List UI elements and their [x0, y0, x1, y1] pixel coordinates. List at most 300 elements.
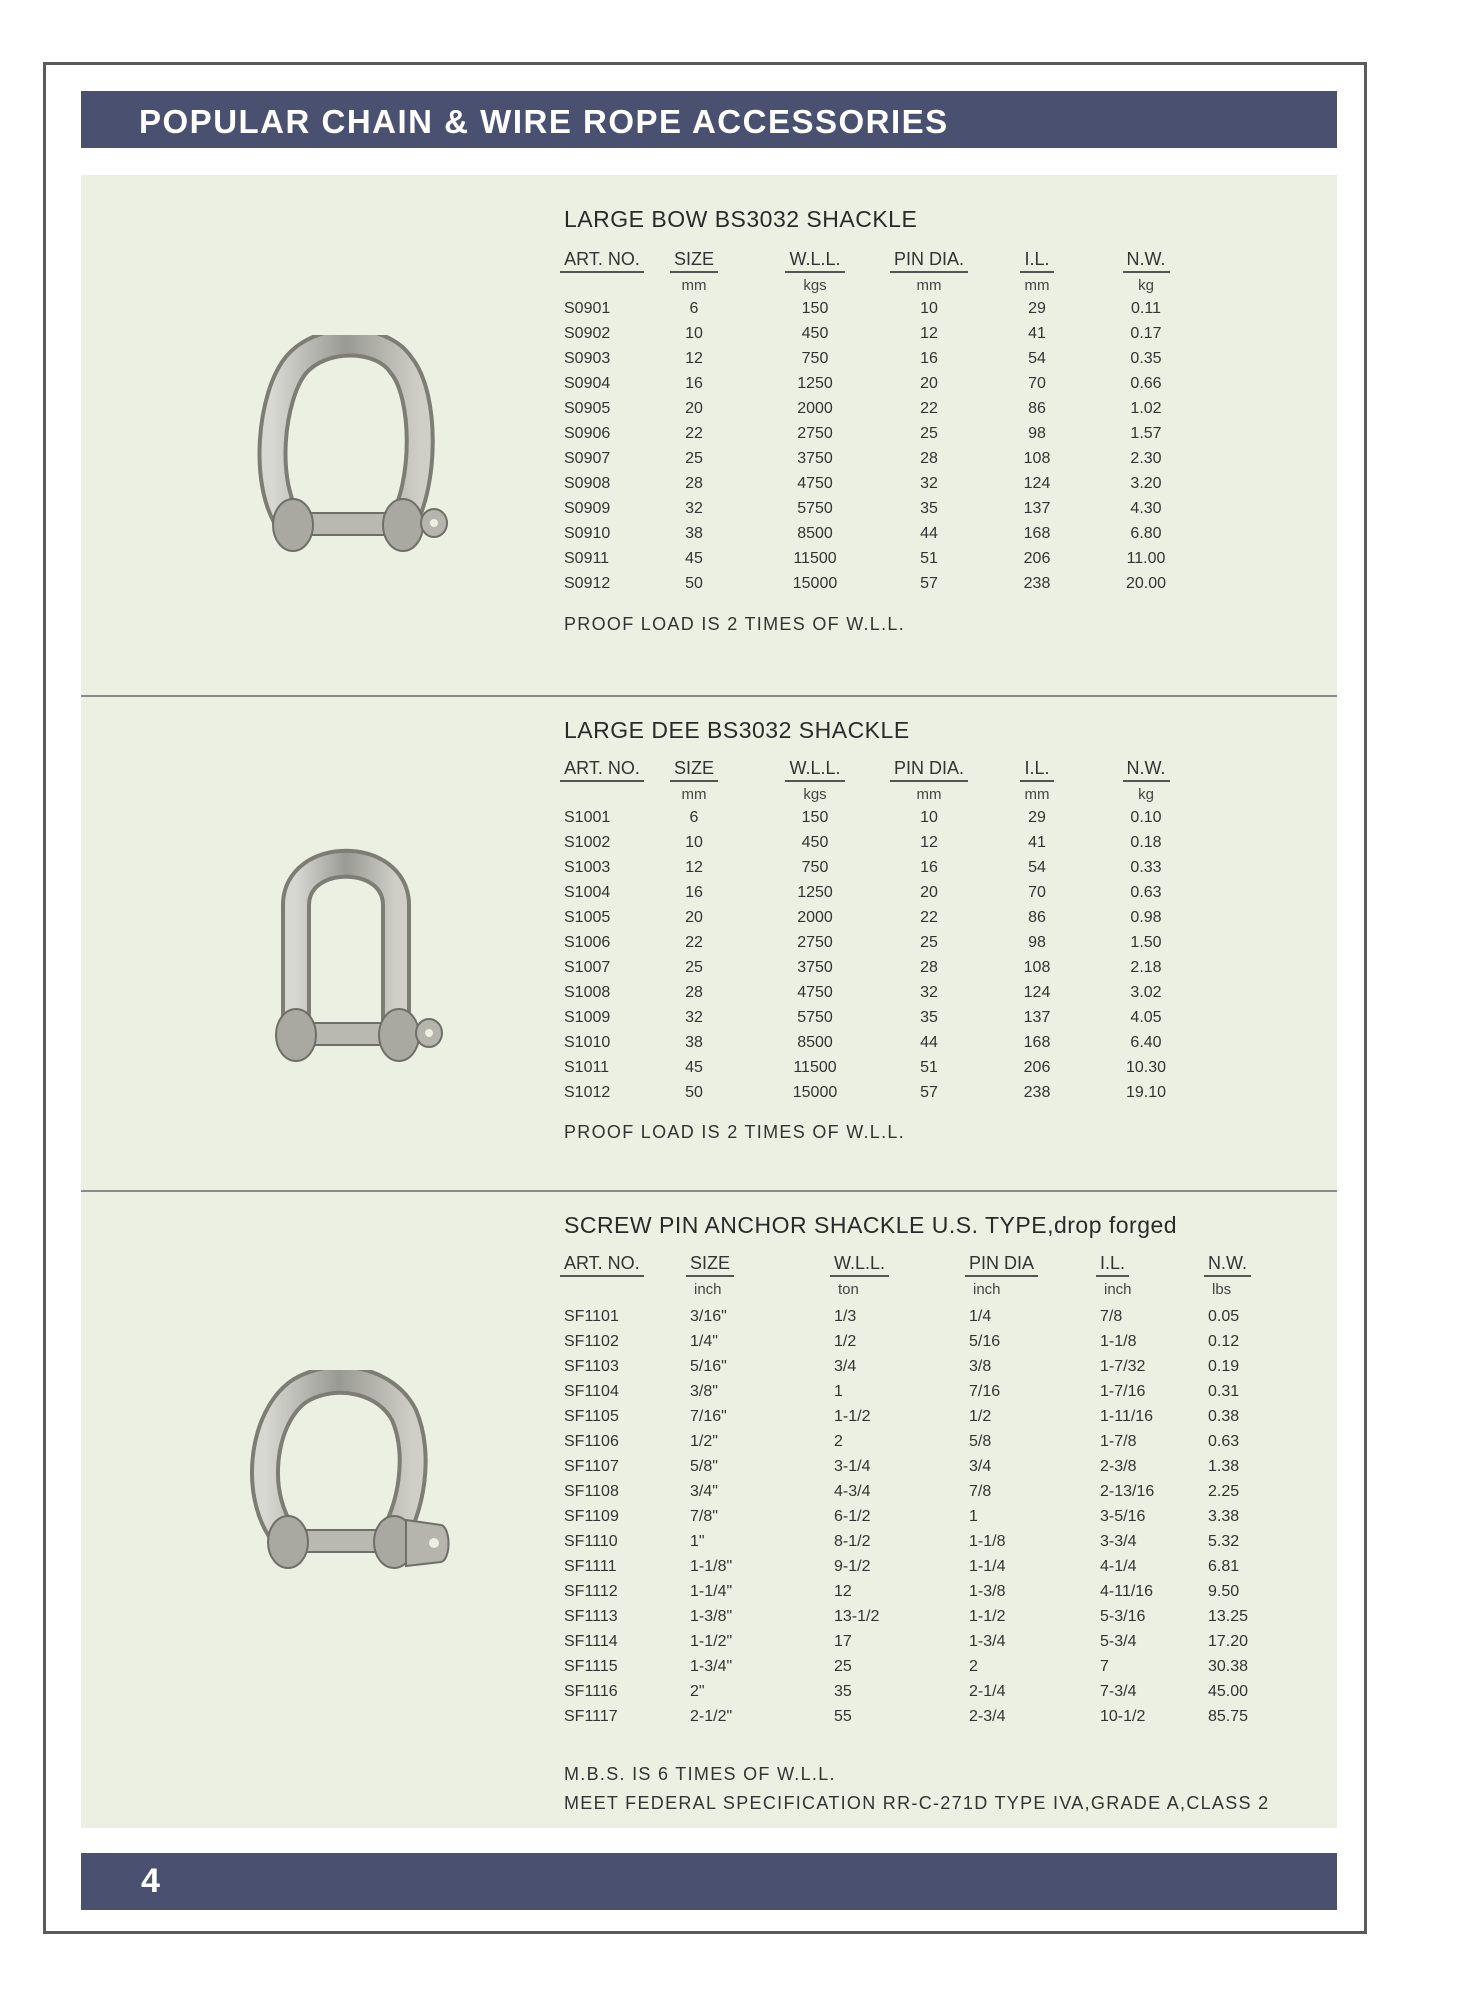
table-row — [81, 1333, 1337, 1358]
table-cell: 29 — [1028, 809, 1046, 826]
column-header-label: N.W. — [1204, 1253, 1251, 1277]
table-cell: S1008 — [564, 984, 611, 1001]
table-cell: SF1115 — [564, 1658, 618, 1675]
table-cell: S1010 — [564, 1034, 611, 1051]
table-cell: SF1117 — [564, 1708, 618, 1725]
table-cell: 2.18 — [1130, 959, 1162, 976]
table-cell: S0909 — [564, 500, 611, 517]
table-cell: 10 — [685, 325, 703, 342]
table-cell: 2-3/4 — [969, 1708, 1006, 1725]
table-cell: 86 — [1028, 400, 1046, 417]
table-cell: 5/8" — [690, 1458, 718, 1475]
table-cell: 2-1/4 — [969, 1683, 1006, 1700]
table-cell: 6.40 — [1130, 1034, 1162, 1051]
table-cell: 16 — [685, 884, 703, 901]
table-cell: 51 — [920, 550, 938, 567]
column-header-label: W.L.L. — [785, 758, 844, 782]
table-row — [81, 1358, 1337, 1383]
column-unit: mm — [916, 277, 942, 294]
table-cell: 41 — [1028, 834, 1046, 851]
table-cell: 32 — [685, 1009, 703, 1026]
table-cell: 2.30 — [1130, 450, 1162, 467]
table-cell: 0.38 — [1208, 1408, 1240, 1425]
table-cell: 45 — [685, 550, 703, 567]
table-row — [81, 1084, 1337, 1109]
column-unit: mm — [681, 277, 707, 294]
table-row — [81, 1059, 1337, 1084]
table-cell: 35 — [834, 1683, 852, 1700]
table-cell: S0901 — [564, 300, 611, 317]
table-cell: SF1112 — [564, 1583, 618, 1600]
table-cell: 20 — [685, 909, 703, 926]
table-row — [81, 1708, 1337, 1733]
table-row — [81, 1308, 1337, 1333]
table-cell: 5/16" — [690, 1358, 727, 1375]
table-cell: 12 — [685, 350, 703, 367]
table-units — [81, 786, 1337, 811]
table-note: M.B.S. IS 6 TIMES OF W.L.L. — [564, 1764, 836, 1784]
table-row — [81, 450, 1337, 475]
table-cell: 32 — [685, 500, 703, 517]
table-cell: 6-1/2 — [834, 1508, 871, 1525]
table-cell: 8500 — [797, 1034, 833, 1051]
table-cell: 57 — [920, 1084, 938, 1101]
table-row — [81, 1658, 1337, 1683]
table-cell: 45 — [685, 1059, 703, 1076]
table-cell: 55 — [834, 1708, 852, 1725]
table-cell: 85.75 — [1208, 1708, 1249, 1725]
table-cell: SF1116 — [564, 1683, 618, 1700]
table-cell: 1-1/4" — [690, 1583, 733, 1600]
table-cell: 45.00 — [1208, 1683, 1249, 1700]
column-header-label: I.L. — [1020, 758, 1053, 782]
table-row — [81, 1533, 1337, 1558]
table-cell: 4-3/4 — [834, 1483, 871, 1500]
table-cell: 3-1/4 — [834, 1458, 871, 1475]
table-cell: 6.80 — [1130, 525, 1162, 542]
table-cell: 1/2" — [690, 1433, 718, 1450]
page-title: POPULAR CHAIN & WIRE ROPE ACCESSORIES — [139, 103, 949, 140]
table-cell: 7/8 — [969, 1483, 992, 1500]
table-cell: SF1106 — [564, 1433, 619, 1450]
table-cell: 2.25 — [1208, 1483, 1240, 1500]
table-cell: 7/8" — [690, 1508, 718, 1525]
column-header-label: W.L.L. — [830, 1253, 889, 1277]
table-units — [81, 277, 1337, 302]
section-title: LARGE DEE BS3032 SHACKLE — [564, 717, 910, 743]
table-cell: 1-1/8 — [1100, 1333, 1137, 1350]
table-row — [81, 1508, 1337, 1533]
table-cell: 15000 — [792, 1084, 838, 1101]
table-row — [81, 575, 1337, 600]
table-cell: 17.20 — [1208, 1633, 1249, 1650]
table-cell: S0903 — [564, 350, 611, 367]
table-cell: S1004 — [564, 884, 611, 901]
table-cell: 3750 — [797, 959, 833, 976]
table-row — [81, 400, 1337, 425]
table-cell: 16 — [920, 859, 938, 876]
table-cell: 750 — [801, 350, 829, 367]
column-unit: kgs — [803, 277, 827, 294]
table-cell: S0905 — [564, 400, 611, 417]
table-row — [81, 1034, 1337, 1059]
column-unit: inch — [694, 1281, 722, 1298]
table-cell: 5/8 — [969, 1433, 992, 1450]
table-cell: 1/4" — [690, 1333, 718, 1350]
table-cell: 12 — [834, 1583, 852, 1600]
table-cell: 750 — [801, 859, 829, 876]
table-row — [81, 375, 1337, 400]
table-cell: SF1108 — [564, 1483, 619, 1500]
table-cell: 16 — [685, 375, 703, 392]
table-cell: 1-1/2 — [834, 1408, 871, 1425]
table-cell: 1 — [969, 1508, 978, 1525]
table-cell: 0.98 — [1130, 909, 1162, 926]
column-unit: mm — [916, 786, 942, 803]
column-header-label: SIZE — [670, 249, 718, 273]
table-row — [81, 1408, 1337, 1433]
table-cell: 1-1/8 — [969, 1533, 1006, 1550]
table-cell: 1-1/2" — [690, 1633, 733, 1650]
table-cell: 4.05 — [1130, 1009, 1162, 1026]
table-cell: 2" — [690, 1683, 705, 1700]
section-divider — [81, 695, 1337, 697]
table-row — [81, 809, 1337, 834]
table-row — [81, 1483, 1337, 1508]
column-header-label: SIZE — [686, 1253, 734, 1277]
table-cell: SF1105 — [564, 1408, 619, 1425]
table-row — [81, 325, 1337, 350]
table-cell: 50 — [685, 1084, 703, 1101]
table-cell: 0.19 — [1208, 1358, 1240, 1375]
table-cell: 450 — [801, 834, 829, 851]
table-cell: 0.35 — [1130, 350, 1162, 367]
table-row — [81, 1633, 1337, 1658]
table-cell: 3-3/4 — [1100, 1533, 1137, 1550]
table-cell: 3/16" — [690, 1308, 727, 1325]
table-cell: 238 — [1023, 1084, 1051, 1101]
table-cell: 22 — [920, 909, 938, 926]
table-cell: 1-1/8" — [690, 1558, 733, 1575]
table-cell: 29 — [1028, 300, 1046, 317]
column-header — [1071, 758, 1221, 782]
table-header — [81, 249, 1337, 274]
table-cell: 4750 — [797, 984, 833, 1001]
table-cell: 7 — [1100, 1658, 1109, 1675]
table-cell: 10 — [920, 300, 938, 317]
footer-bar — [81, 1853, 1337, 1910]
table-cell: 6 — [689, 809, 699, 826]
column-header — [1071, 249, 1221, 273]
table-cell: 70 — [1028, 375, 1046, 392]
table-row — [81, 1558, 1337, 1583]
table-cell: 15000 — [792, 575, 838, 592]
table-cell: 38 — [685, 525, 703, 542]
table-cell: 4750 — [797, 475, 833, 492]
table-cell: 1-3/8" — [690, 1608, 733, 1625]
table-cell: 5750 — [797, 1009, 833, 1026]
table-cell: 150 — [801, 300, 829, 317]
table-row — [81, 959, 1337, 984]
table-cell: 2000 — [797, 909, 833, 926]
column-header-label: ART. NO. — [560, 758, 644, 782]
table-cell: S0912 — [564, 575, 611, 592]
table-cell: 16 — [920, 350, 938, 367]
table-cell: 11500 — [793, 550, 837, 567]
table-cell: 22 — [685, 425, 703, 442]
table-cell: 124 — [1023, 984, 1051, 1001]
table-cell: 6.81 — [1208, 1558, 1240, 1575]
table-cell: 3750 — [797, 450, 833, 467]
table-cell: 12 — [685, 859, 703, 876]
table-cell: SF1110 — [564, 1533, 618, 1550]
table-cell: 0.12 — [1208, 1333, 1240, 1350]
table-cell: 12 — [920, 834, 938, 851]
table-cell: 8500 — [797, 525, 833, 542]
table-cell: 2750 — [797, 425, 833, 442]
table-cell: 20 — [920, 884, 938, 901]
table-cell: S1012 — [564, 1084, 611, 1101]
table-cell: 6 — [689, 300, 699, 317]
table-cell: S1002 — [564, 834, 611, 851]
table-cell: 1 — [834, 1383, 843, 1400]
table-cell: 7/8 — [1100, 1308, 1123, 1325]
table-cell: 2000 — [797, 400, 833, 417]
table-cell: 0.66 — [1130, 375, 1162, 392]
table-cell: 2 — [969, 1658, 978, 1675]
table-cell: 10-1/2 — [1100, 1708, 1146, 1725]
column-header-label: I.L. — [1020, 249, 1053, 273]
table-cell: 44 — [920, 1034, 938, 1051]
table-cell: 28 — [685, 475, 703, 492]
table-cell: 0.11 — [1131, 300, 1161, 317]
table-header — [81, 1253, 1337, 1278]
table-cell: 32 — [920, 475, 938, 492]
section-title: SCREW PIN ANCHOR SHACKLE U.S. TYPE,drop forged — [564, 1212, 1178, 1238]
table-cell: 20 — [685, 400, 703, 417]
column-header-label: I.L. — [1096, 1253, 1129, 1277]
table-cell: 35 — [920, 500, 938, 517]
table-cell: 13.25 — [1208, 1608, 1249, 1625]
table-cell: 2-1/2" — [690, 1708, 733, 1725]
table-cell: S0904 — [564, 375, 611, 392]
table-cell: 10 — [920, 809, 938, 826]
table-cell: 20 — [920, 375, 938, 392]
table-cell: 1.50 — [1130, 934, 1162, 951]
table-cell: 1" — [690, 1533, 705, 1550]
table-cell: SF1113 — [564, 1608, 618, 1625]
table-cell: 32 — [920, 984, 938, 1001]
column-header-label: PIN DIA. — [890, 758, 968, 782]
table-cell: 168 — [1023, 525, 1051, 542]
table-cell: 70 — [1028, 884, 1046, 901]
column-header-label: SIZE — [670, 758, 718, 782]
section-title: LARGE BOW BS3032 SHACKLE — [564, 206, 918, 232]
table-cell: 3/4 — [834, 1358, 857, 1375]
table-row — [81, 1583, 1337, 1608]
table-cell: SF1102 — [564, 1333, 619, 1350]
table-cell: 44 — [920, 525, 938, 542]
table-cell: S1011 — [564, 1059, 610, 1076]
column-unit: kgs — [803, 786, 827, 803]
table-cell: S0902 — [564, 325, 611, 342]
table-cell: 12 — [920, 325, 938, 342]
table-cell: 1-3/4" — [690, 1658, 733, 1675]
table-cell: S1005 — [564, 909, 611, 926]
table-cell: SF1101 — [564, 1308, 619, 1325]
column-header-label: N.W. — [1123, 758, 1170, 782]
table-cell: 450 — [801, 325, 829, 342]
column-header-label: W.L.L. — [785, 249, 844, 273]
table-row — [81, 475, 1337, 500]
table-cell: S1003 — [564, 859, 611, 876]
table-cell: 1.38 — [1208, 1458, 1240, 1475]
table-note: MEET FEDERAL SPECIFICATION RR-C-271D TYPE IVA,GRADE A,CLASS 2 — [564, 1793, 1270, 1813]
table-row — [81, 500, 1337, 525]
table-cell: 2750 — [797, 934, 833, 951]
table-cell: 5-3/4 — [1100, 1633, 1137, 1650]
table-cell: 3-5/16 — [1100, 1508, 1146, 1525]
table-cell: SF1107 — [564, 1458, 619, 1475]
catalog-content — [81, 175, 1337, 1828]
table-cell: 25 — [834, 1658, 852, 1675]
table-cell: 0.31 — [1208, 1383, 1240, 1400]
table-row — [81, 1608, 1337, 1633]
table-cell: 30.38 — [1208, 1658, 1249, 1675]
table-cell: 5-3/16 — [1100, 1608, 1146, 1625]
table-cell: 41 — [1028, 325, 1046, 342]
table-cell: 28 — [685, 984, 703, 1001]
column-unit: kg — [1138, 277, 1154, 294]
column-unit: inch — [1104, 1281, 1132, 1298]
table-cell: 4-1/4 — [1100, 1558, 1137, 1575]
table-cell: 5/16 — [969, 1333, 1001, 1350]
table-cell: 51 — [920, 1059, 938, 1076]
table-cell: 1/3 — [834, 1308, 857, 1325]
table-cell: 2-13/16 — [1100, 1483, 1155, 1500]
table-cell: 11500 — [793, 1059, 837, 1076]
table-cell: 98 — [1028, 425, 1046, 442]
table-cell: 0.18 — [1130, 834, 1162, 851]
table-cell: 124 — [1023, 475, 1051, 492]
column-header — [686, 1253, 836, 1277]
table-cell: 98 — [1028, 934, 1046, 951]
column-header — [965, 1253, 1115, 1277]
table-cell: 25 — [920, 934, 938, 951]
column-unit: kg — [1138, 786, 1154, 803]
table-cell: 3.38 — [1208, 1508, 1240, 1525]
table-cell: 1-7/8 — [1100, 1433, 1137, 1450]
column-unit: inch — [973, 1281, 1001, 1298]
table-cell: 57 — [920, 575, 938, 592]
table-cell: 3/4 — [969, 1458, 992, 1475]
table-cell: 19.10 — [1125, 1084, 1167, 1101]
table-cell: S0911 — [564, 550, 610, 567]
table-cell: 8-1/2 — [834, 1533, 871, 1550]
table-row — [81, 909, 1337, 934]
table-cell: 3.02 — [1130, 984, 1162, 1001]
table-cell: 50 — [685, 575, 703, 592]
table-cell: 0.33 — [1130, 859, 1162, 876]
column-header-label: ART. NO. — [560, 249, 644, 273]
table-cell: 5750 — [797, 500, 833, 517]
column-header-label: N.W. — [1123, 249, 1170, 273]
table-cell: 1-7/16 — [1100, 1383, 1146, 1400]
table-row — [81, 1433, 1337, 1458]
table-cell: 38 — [685, 1034, 703, 1051]
table-cell: 54 — [1028, 350, 1046, 367]
column-unit: mm — [1024, 277, 1050, 294]
table-cell: 4.30 — [1130, 500, 1162, 517]
table-cell: 1.57 — [1130, 425, 1162, 442]
table-row — [81, 884, 1337, 909]
table-cell: 4-11/16 — [1100, 1583, 1154, 1600]
table-cell: SF1109 — [564, 1508, 619, 1525]
table-row — [81, 525, 1337, 550]
table-cell: S0910 — [564, 525, 611, 542]
table-note: PROOF LOAD IS 2 TIMES OF W.L.L. — [564, 614, 906, 634]
table-cell: 206 — [1023, 550, 1051, 567]
table-cell: 20.00 — [1125, 575, 1167, 592]
table-cell: 1/2 — [834, 1333, 857, 1350]
table-cell: 2-3/8 — [1100, 1458, 1137, 1475]
table-row — [81, 1009, 1337, 1034]
table-cell: 2 — [834, 1433, 843, 1450]
table-cell: 238 — [1023, 575, 1051, 592]
table-cell: 9-1/2 — [834, 1558, 871, 1575]
table-row — [81, 984, 1337, 1009]
table-cell: S1009 — [564, 1009, 611, 1026]
table-cell: 0.63 — [1208, 1433, 1240, 1450]
table-cell: 1-1/2 — [969, 1608, 1006, 1625]
table-row — [81, 425, 1337, 450]
table-cell: 86 — [1028, 909, 1046, 926]
table-header — [81, 758, 1337, 783]
table-cell: SF1111 — [564, 1558, 617, 1575]
table-cell: S0906 — [564, 425, 611, 442]
column-unit: lbs — [1212, 1281, 1232, 1298]
table-cell: 28 — [920, 450, 938, 467]
table-cell: 7-3/4 — [1100, 1683, 1137, 1700]
table-row — [81, 1383, 1337, 1408]
column-header — [1204, 1253, 1354, 1277]
table-cell: 5.32 — [1208, 1533, 1240, 1550]
table-cell: 1/4 — [969, 1308, 992, 1325]
table-cell: 22 — [920, 400, 938, 417]
column-unit: mm — [1024, 786, 1050, 803]
column-header-label: PIN DIA. — [890, 249, 968, 273]
table-cell: 168 — [1023, 1034, 1051, 1051]
table-cell: 35 — [920, 1009, 938, 1026]
table-cell: 1.02 — [1130, 400, 1162, 417]
table-cell: 25 — [920, 425, 938, 442]
column-header — [830, 1253, 980, 1277]
table-row — [81, 550, 1337, 575]
table-row — [81, 350, 1337, 375]
table-cell: S1001 — [564, 809, 611, 826]
table-units — [81, 1281, 1337, 1306]
table-cell: 25 — [685, 959, 703, 976]
table-cell: 3/4" — [690, 1483, 718, 1500]
table-cell: 11.00 — [1126, 550, 1166, 567]
table-cell: 1-7/32 — [1100, 1358, 1146, 1375]
table-cell: SF1114 — [564, 1633, 618, 1650]
table-cell: 0.05 — [1208, 1308, 1240, 1325]
table-cell: 17 — [834, 1633, 852, 1650]
table-cell: S0907 — [564, 450, 611, 467]
column-unit: mm — [681, 786, 707, 803]
table-row — [81, 859, 1337, 884]
